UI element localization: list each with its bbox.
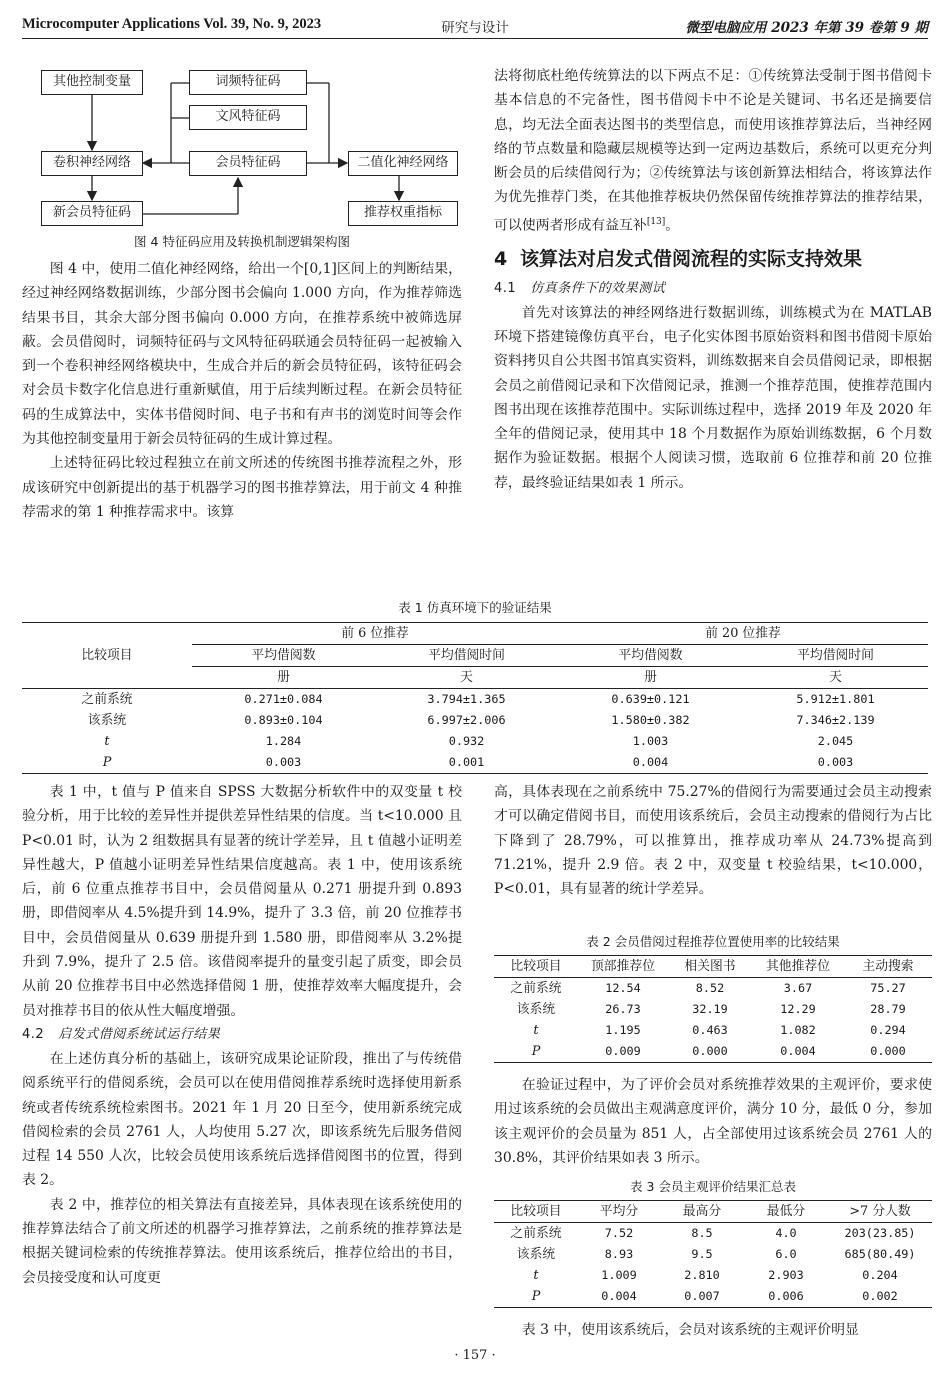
table-row [22, 752, 928, 774]
cell: 12.54 [605, 981, 641, 995]
box-cnn: 卷积神经网络 [41, 151, 143, 176]
table-2-head: 顶部推荐位 [578, 956, 668, 978]
table-1-col0: 比较项目 [22, 623, 192, 689]
journal-title-en: Microcomputer Applications Vol. 39, No. 9, 2023 [22, 16, 322, 32]
row-label: P [531, 1289, 541, 1304]
cell: 28.79 [870, 1002, 906, 1016]
right-column-lower [494, 780, 932, 901]
box-word-freq: 词频特征码 [189, 70, 307, 95]
table-1-unit: 天 [375, 667, 558, 689]
page-number: · 157 · [454, 1348, 496, 1363]
subsection-title: 仿真条件下的效果测试 [530, 280, 666, 296]
cell: 685(80.49) [844, 1247, 916, 1261]
cell: 2.903 [768, 1268, 804, 1282]
cell: 7.52 [604, 1226, 634, 1240]
table-row [494, 1041, 932, 1063]
table-row [494, 1265, 932, 1286]
subsection-title: 启发式借阅系统试运行结果 [58, 1026, 221, 1042]
cell: 9.5 [691, 1247, 713, 1261]
citation: [13] [646, 216, 666, 227]
cell: 7.346±2.139 [796, 713, 875, 727]
table-1-group2: 前 20 位推荐 [558, 623, 928, 645]
table-1-subhead: 平均借阅数 [558, 645, 743, 667]
cell: 0.294 [870, 1023, 906, 1037]
table-2-head: 相关图书 [668, 956, 752, 978]
cell: 1.009 [601, 1268, 637, 1282]
cell: 0.004 [601, 1289, 637, 1303]
cell: 8.5 [691, 1226, 713, 1240]
cell: 1.284 [265, 734, 302, 748]
paragraph: 表 1 中，t 值与 P 值来自 SPSS 大数据分析软件中的双变量 t 校验分析，用于比较的差异性并提供差异性结果的信度。当 t<10.000 且 P<0.01 时，认为 2 组数据具有显著的统计学差异，且 t 值越小证明差异性越大，P 值越小证明差异性结果信度越高。表 1 中，使用该系统后，前 6 位重点推荐书目中，会员借阅量从 0.271 册提升到 0.893 册，即借阅率从 4.5%提升到 14.9%，提升了 3.3 倍，前 20 位推荐书目中，会员借阅量从 0.639 册提升到 1.580 册，即借阅率从 3.2%提升到 7.9%，提升了 2.5 倍。该借阅率提升的量变引起了质变，即会员从前 20 位推荐书目中必然选择借阅 1 册，使推荐效率大幅度提升，会员对推荐书目的依从性大幅度增强。 [22, 784, 462, 1019]
cell: 0.893±0.104 [244, 713, 323, 727]
cell: 32.19 [692, 1002, 728, 1016]
subsection-heading [22, 1023, 462, 1047]
cell: 8.93 [604, 1247, 634, 1261]
cell: 6.0 [775, 1247, 797, 1261]
row-label: 该系统 [516, 1002, 556, 1017]
left-column-upper [22, 257, 462, 524]
row-label: 之前系统 [510, 1226, 562, 1241]
table-3-caption: 表 3 会员主观评价结果汇总表 [630, 1179, 796, 1194]
cell: 3.794±1.365 [427, 692, 506, 706]
box-weight: 推荐权重指标 [348, 201, 458, 226]
table-1-unit: 册 [192, 667, 375, 689]
journal-title-cn: 微型电脑应用 2023 年第 39 卷第 9 期 [685, 20, 928, 36]
section-title: 该算法对启发式借阅流程的实际支持效果 [520, 247, 863, 270]
cell: 5.912±1.801 [796, 692, 875, 706]
row-label: t [533, 1268, 539, 1283]
cell: 0.000 [870, 1044, 906, 1058]
subsection-number: 4.1 [494, 280, 517, 296]
running-header [22, 12, 928, 39]
paragraph [494, 64, 932, 238]
row-label: t [104, 734, 110, 749]
cell: 0.004 [632, 755, 669, 769]
cell: 1.003 [632, 734, 669, 748]
paragraph: 在上述仿真分析的基础上，该研究成果论证阶段，推出了与传统借阅系统平行的借阅系统，会员可以在使用借阅推荐系统时选择使用新系统或者传统系统检索图书。2021 年 1 月 20 日至今，使用新系统完成借阅检索的会员 2761 人，人均使用 5.27 次，即该系统先后服务借阅过程 14 550 人次，比较会员使用该系统后选择借阅图书的位置，得到表 2。 [22, 1050, 462, 1189]
table-row [494, 999, 932, 1020]
box-binary-nn: 二值化神经网络 [348, 151, 458, 176]
table-row [494, 1223, 932, 1245]
box-new-member: 新会员特征码 [41, 201, 143, 226]
row-label: 之前系统 [81, 692, 133, 707]
row-label: P [531, 1044, 541, 1059]
section-number: 4 [494, 247, 508, 270]
table-2-head: 主动搜索 [844, 956, 932, 978]
table-3-head: 最低分 [744, 1201, 828, 1223]
cell: 0.006 [768, 1289, 804, 1303]
cell: 1.082 [780, 1023, 816, 1037]
table-1-subhead: 平均借阅数 [192, 645, 375, 667]
figure-4 [22, 56, 462, 256]
subsection-heading [494, 277, 932, 301]
table-3 [494, 1200, 932, 1308]
cell: 4.0 [775, 1226, 797, 1240]
cell: 0.004 [780, 1044, 816, 1058]
table-3-head: 比较项目 [494, 1201, 578, 1223]
table-row [494, 1286, 932, 1308]
section-heading [494, 245, 932, 273]
row-label: 之前系统 [510, 981, 562, 996]
paragraph-end: 。 [665, 217, 680, 234]
cell: 1.580±0.382 [611, 713, 690, 727]
cell: 0.001 [448, 755, 485, 769]
cell: 0.007 [684, 1289, 720, 1303]
table-row [494, 1244, 932, 1265]
paragraph: 在验证过程中，为了评价会员对系统推荐效果的主观评价，要求使用过该系统的会员做出主观满意度评价，满分 10 分，最低 0 分，参加该主观评价的会员量为 851 人，占全部使用过该系统会员 2761 人的 30.8%，其评价结果如表 3 所示。 [494, 1077, 932, 1166]
cell: 1.195 [605, 1023, 641, 1037]
cell: 0.271±0.084 [244, 692, 323, 706]
table-3-head: 平均分 [578, 1201, 660, 1223]
table-1-group1: 前 6 位推荐 [192, 623, 558, 645]
table-1-caption: 表 1 仿真环境下的验证结果 [398, 600, 552, 615]
cell: 0.003 [265, 755, 302, 769]
right-column-middle [494, 1073, 932, 1170]
paragraph: 高，具体表现在之前系统中 75.27%的借阅行为需要通过会员主动搜索才可以确定借阅书目，而使用该系统后，会员主动搜索的借阅行为占比下降到了 28.79%，可以推算出，推荐成功率从 24.73%提高到 71.21%，提升 2.9 倍。表 2 中，双变量 t 校验结果，t<10.000，P<0.01，具有显著的统计学差异。 [494, 784, 932, 898]
table-1-subhead: 平均借阅时间 [375, 645, 558, 667]
paragraph-text: 法将彻底杜绝传统算法的以下两点不足：①传统算法受制于图书借阅卡基本信息的不完备性，图书借阅卡中不论是关键词、书名还是摘要信息，均无法全面表达图书的类型信息，而使用该推荐算法后，当神经网络的节点数量和隐藏层规模等达到一定两边基数后，系统可以更充分判断会员的后续借阅行为；②传统算法与该创新算法相结合，将该算法作为优先推荐门类，在其他推荐板块仍然保留传统推荐算法的推荐结果，可以使两者形成有益互补 [494, 68, 932, 234]
cell: 3.67 [783, 981, 813, 995]
row-label: t [533, 1023, 539, 1038]
paragraph: 表 3 中，使用该系统后，会员对该系统的主观评价明显 [521, 1322, 859, 1338]
cell: 12.29 [780, 1002, 816, 1016]
paragraph: 图 4 中，使用二值化神经网络，给出一个[0,1]区间上的判断结果，经过神经网络数据训练，少部分图书会偏向 1.000 方向，作为推荐筛选结果书目，其余大部分图书偏向 0.000 方向，在推荐系统中被筛选屏蔽。会员借阅时，词频特征码与文风特征码联通会员特征码一起被输入到一个卷积神经网络模块中，生成合并后的新会员特征码，该特征码会对会员卡数字化信息进行重新赋值，用于后续判断过程。在新会员特征码的生成算法中，实体书借阅时间、电子书和有声书的浏览时间等会作为其他控制变量用于新会员特征码的生成计算过程。 [22, 261, 462, 448]
table-row [494, 1020, 932, 1041]
table-2-head: 其他推荐位 [752, 956, 844, 978]
table-1 [22, 622, 928, 774]
paragraph: 上述特征码比较过程独立在前文所述的传统图书推荐流程之外，形成该研究中创新提出的基于机器学习的图书推荐算法，用于前文 4 种推荐需求的第 1 种推荐需求中。该算 [22, 455, 462, 520]
cell: 8.52 [695, 981, 725, 995]
box-other-vars: 其他控制变量 [41, 70, 143, 95]
cell: 203(23.85) [844, 1226, 916, 1240]
table-3-head: 最高分 [660, 1201, 744, 1223]
cell: 2.045 [817, 734, 854, 748]
paragraph: 首先对该算法的神经网络进行数据训练，训练模式为在 MATLAB 环境下搭建镜像仿真平台，电子化实体图书原始资料和图书借阅卡原始资料拷贝自公共图书馆真实资料，训练数据来自会员借阅记录，即根据会员之前借阅记录和下次借阅记录，推测一个推荐范围，使推荐范围内图书出现在该推荐范围中。实际训练过程中，选择 2019 年及 2020 年全年的借阅记录，使用其中 18 个月数据作为原始训练数据，6 个月数据作为验证数据。根据个人阅读习惯，选取前 6 位推荐和前 20 位推荐，最终验证结果如表 1 所示。 [494, 304, 932, 491]
box-member: 会员特征码 [189, 151, 307, 176]
box-style: 文风特征码 [189, 105, 307, 130]
left-column-lower [22, 780, 462, 1290]
row-label: P [102, 755, 112, 770]
table-row [494, 978, 932, 1000]
cell: 0.003 [817, 755, 854, 769]
row-label: 该系统 [516, 1247, 556, 1262]
row-label: 该系统 [87, 713, 127, 728]
subsection-number: 4.2 [22, 1026, 45, 1042]
cell: 6.997±2.006 [427, 713, 506, 727]
table-3-head: >7 分人数 [828, 1201, 932, 1223]
cell: 0.463 [692, 1023, 728, 1037]
cell: 0.002 [862, 1289, 898, 1303]
table-row [22, 731, 928, 752]
table-1-unit: 天 [743, 667, 928, 689]
table-1-subhead: 平均借阅时间 [743, 645, 928, 667]
table-1-unit: 册 [558, 667, 743, 689]
figure-4-caption: 图 4 特征码应用及转换机制逻辑架构图 [134, 234, 350, 249]
right-column-bottom [494, 1318, 932, 1342]
cell: 0.639±0.121 [611, 692, 690, 706]
cell: 75.27 [870, 981, 906, 995]
section-label: 研究与设计 [441, 20, 509, 36]
paragraph: 表 2 中，推荐位的相关算法有直接差异，具体表现在该系统使用的推荐算法结合了前文所述的机器学习推荐算法，之前系统的推荐算法是根据关键词检索的传统推荐算法。使用该系统后，推荐位给出的书目，会员接受度和认可度更 [22, 1196, 462, 1286]
table-2-caption: 表 2 会员借阅过程推荐位置使用率的比较结果 [586, 934, 840, 949]
cell: 26.73 [605, 1002, 641, 1016]
table-2 [494, 955, 932, 1063]
cell: 0.000 [692, 1044, 728, 1058]
cell: 2.810 [684, 1268, 720, 1282]
right-column-upper [494, 64, 932, 495]
cell: 0.204 [862, 1268, 898, 1282]
table-row [22, 710, 928, 731]
cell: 0.932 [448, 734, 485, 748]
table-2-head: 比较项目 [494, 956, 578, 978]
table-row [22, 689, 928, 711]
cell: 0.009 [605, 1044, 641, 1058]
